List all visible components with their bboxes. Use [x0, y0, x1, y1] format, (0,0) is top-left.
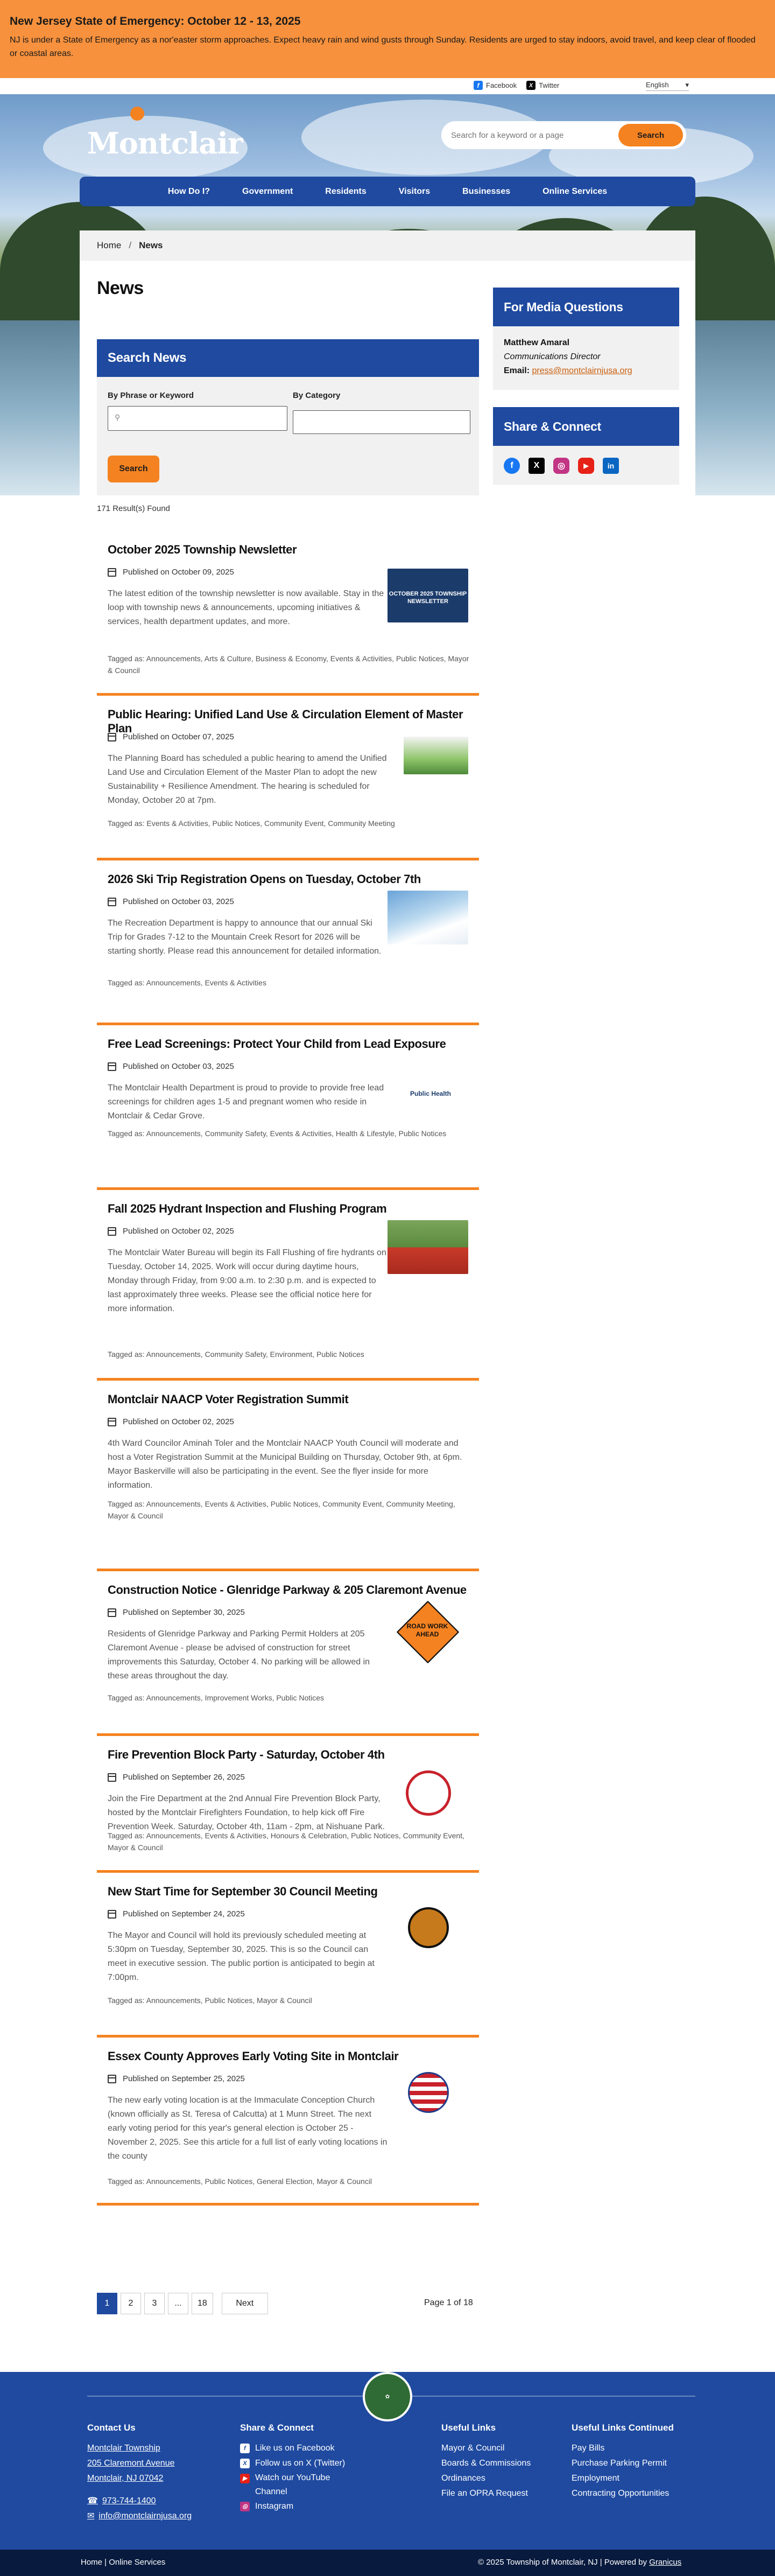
share-heading: Share & Connect — [493, 407, 679, 446]
site-search — [441, 121, 686, 149]
article-title[interactable]: Construction Notice - Glenridge Parkway & 205 Claremont Avenue — [108, 1583, 467, 1597]
facebook-icon: f — [240, 2444, 250, 2453]
bottom-bar — [0, 2550, 775, 2576]
footer-useful-links-continued: Useful Links Continued Pay Bills Purchase Parking Permit Employment Contracting Opportunities — [572, 2420, 674, 2501]
main-navigation — [80, 177, 695, 206]
article-description: The latest edition of the township newsletter is now available. Stay in the loop with township news & announcements, upcoming initiatives & services, health department updates, and more. — [108, 589, 384, 626]
calendar-icon — [108, 1062, 116, 1071]
news-article — [97, 1381, 479, 1571]
nav-businesses[interactable]: Businesses — [462, 186, 511, 196]
search-icon: ⚲ — [115, 413, 121, 422]
article-tags: Tagged as: Announcements, Arts & Culture, Business & Economy, Events & Activities, Public Notices, Mayor & Council — [108, 654, 469, 675]
footer-twitter-link[interactable]: X Follow us on X (Twitter) — [240, 2456, 364, 2471]
article-date: Published on October 03, 2025 — [123, 897, 234, 906]
nav-online-services[interactable]: Online Services — [542, 186, 608, 196]
alert-title: New Jersey State of Emergency: October 12 - 13, 2025 — [10, 15, 301, 27]
facebook-icon[interactable]: f — [504, 458, 520, 474]
article-title[interactable]: Montclair NAACP Voter Registration Summit — [108, 1392, 349, 1406]
calendar-icon — [108, 1418, 116, 1426]
x-icon[interactable]: X — [529, 458, 545, 474]
article-title[interactable]: October 2025 Township Newsletter — [108, 543, 297, 556]
search-news-panel — [97, 339, 479, 495]
breadcrumb-home[interactable]: Home — [97, 240, 122, 250]
main-content — [80, 230, 695, 2368]
share-connect-box — [493, 407, 679, 485]
breadcrumb-current: News — [139, 240, 163, 250]
road-work-sign-text: ROAD WORK AHEAD — [406, 1622, 448, 1638]
article-description: The Mayor and Council will hold its previously scheduled meeting at 5:30pm on Tuesday, September 30, 2025. This is so the Council can meet in executive session. The public portion is anticipated to begin at 7:00pm. — [108, 1931, 375, 1982]
media-contact-name: Matthew Amaral — [504, 338, 570, 347]
footer-link[interactable]: Purchase Parking Permit — [572, 2459, 667, 2468]
alert-text: NJ is under a State of Emergency as a nor'easter storm approaches. Expect heavy rain and wind gusts through Sunday. Residents are urged to stay indoors, avoid travel, and keep clear of flooded or coastal areas. — [10, 36, 756, 58]
copyright: © 2025 Township of Montclair, NJ | Powered by Granicus — [478, 2558, 682, 2567]
township-seal-icon[interactable] — [408, 1907, 449, 1948]
article-tags: Tagged as: Announcements, Events & Activities, Public Notices, Community Event, Community Meeting, Mayor & Council — [108, 1500, 455, 1520]
footer-youtube-link[interactable]: ▶ Watch our YouTube Channel — [240, 2471, 364, 2499]
nav-how-do-i[interactable]: How Do I? — [167, 186, 210, 196]
page-18[interactable]: 18 — [192, 2293, 213, 2314]
article-description: Join the Fire Department at the 2nd Annual Fire Prevention Block Party, hosted by the Montclair Firefighters Foundation, to help kick off Fire Prevention Week. Saturday, October 4th, 11am - 2pm, at Nishuane Park. — [108, 1794, 385, 1831]
youtube-icon[interactable]: ▶ — [578, 458, 594, 474]
fire-department-badge-icon[interactable] — [406, 1770, 451, 1816]
article-date: Published on September 24, 2025 — [123, 1909, 245, 1919]
article-title[interactable]: Fire Prevention Block Party - Saturday, October 4th — [108, 1748, 385, 1761]
language-select[interactable]: English ▾ — [646, 81, 689, 91]
footer-address-link[interactable]: Montclair Township — [87, 2444, 160, 2453]
utility-bar — [0, 78, 775, 94]
instagram-icon: ◎ — [240, 2502, 250, 2511]
search-news-heading: Search News — [97, 339, 479, 377]
article-title[interactable]: Public Hearing: Unified Land Use & Circulation Element of Master Plan — [108, 708, 463, 735]
x-icon: X — [240, 2459, 250, 2468]
calendar-icon — [108, 898, 116, 906]
article-title[interactable]: 2026 Ski Trip Registration Opens on Tuesday, October 7th — [108, 872, 421, 886]
calendar-icon — [108, 1773, 116, 1782]
media-questions-box: For Media Questions Matthew Amaral Communications Director Email: press@montclairnjusa.org — [493, 288, 679, 390]
article-date: Published on October 09, 2025 — [123, 568, 234, 577]
phrase-label: By Phrase or Keyword — [108, 391, 194, 400]
article-title[interactable]: New Start Time for September 30 Council Meeting — [108, 1885, 378, 1898]
footer-contact: Contact Us Montclair Township 205 Claremont Avenue Montclair, NJ 07042 ☎ 973-744-1400 ✉ info@montclairnjusa.org — [87, 2420, 192, 2524]
township-seal-icon: ✿ — [363, 2372, 412, 2421]
media-contact-title: Communications Director — [504, 352, 601, 361]
article-description: The Montclair Health Department is proud to provide to provide free lead screenings for children ages 1-5 and pregnant women who reside in Montclair & Cedar Grove. — [108, 1083, 384, 1121]
nav-government[interactable]: Government — [242, 186, 293, 196]
category-select[interactable] — [293, 410, 470, 434]
article-thumbnail[interactable] — [388, 891, 468, 944]
article-title[interactable]: Essex County Approves Early Voting Site in Montclair — [108, 2049, 399, 2063]
page-1[interactable]: 1 — [97, 2293, 117, 2314]
montclair-logo[interactable]: Montclair — [87, 107, 168, 160]
news-article — [97, 2038, 479, 2206]
news-article — [97, 1190, 479, 1381]
vote-badge-icon[interactable] — [408, 2072, 449, 2113]
article-date: Published on September 30, 2025 — [123, 1608, 245, 1617]
news-article — [97, 1873, 479, 2038]
footer-share: Share & Connect f Like us on Facebook X Follow us on X (Twitter) ▶ Watch our YouTube Channel ◎ Instagram — [240, 2420, 364, 2514]
news-article — [97, 1571, 479, 1736]
footer-address-line2[interactable]: Montclair, NJ 07042 — [87, 2474, 164, 2483]
page-ellipsis: ... — [168, 2293, 188, 2314]
footer-link[interactable]: Mayor & Council — [441, 2444, 505, 2453]
article-tags: Tagged as: Events & Activities, Public Notices, Community Event, Community Meeting — [108, 819, 395, 828]
article-date: Published on September 26, 2025 — [123, 1773, 245, 1782]
article-title[interactable]: Fall 2025 Hydrant Inspection and Flushing Program — [108, 1202, 387, 1215]
keyword-input[interactable] — [108, 406, 287, 431]
emergency-alert-banner — [0, 0, 775, 78]
pagination — [97, 2293, 268, 2314]
article-thumbnail[interactable] — [404, 737, 468, 774]
bottom-links[interactable]: Home | Online Services — [81, 2558, 166, 2567]
instagram-icon[interactable]: ◎ — [553, 458, 569, 474]
footer-link[interactable]: File an OPRA Request — [441, 2489, 528, 2498]
footer-email-link[interactable]: ✉ info@montclairnjusa.org — [87, 2511, 192, 2521]
article-description: The Planning Board has scheduled a public hearing to amend the Unified Land Use and Circulation Element of the Master Plan to adopt the new Sustainability + Resilience Amendment. The hearing is scheduled for Monday, October 20 at 7pm. — [108, 754, 387, 805]
article-date: Published on October 07, 2025 — [123, 732, 234, 741]
page-2[interactable]: 2 — [121, 2293, 141, 2314]
article-description: 4th Ward Councilor Aminah Toler and the Montclair NAACP Youth Council will moderate and host a Voter Registration Summit at the Municipal Building on Thursday, October 9th, at 6pm. Mayor Baskerville will also be participating in the event. See the flyer inside for more information. — [108, 1439, 462, 1490]
youtube-icon: ▶ — [240, 2474, 250, 2483]
footer-link[interactable]: Employment — [572, 2474, 619, 2483]
footer-phone-link[interactable]: ☎ 973-744-1400 — [87, 2496, 156, 2505]
nav-residents[interactable]: Residents — [325, 186, 367, 196]
site-search-button[interactable]: Search — [618, 124, 683, 146]
news-article — [97, 531, 479, 696]
footer-facebook-link[interactable]: f Like us on Facebook — [240, 2441, 364, 2456]
chevron-down-icon: ▾ — [685, 81, 689, 89]
article-tags: Tagged as: Announcements, Improvement Works, Public Notices — [108, 1693, 325, 1702]
article-thumbnail[interactable]: Public Health — [393, 1056, 468, 1110]
article-title[interactable]: Free Lead Screenings: Protect Your Child from Lead Exposure — [108, 1037, 446, 1051]
article-date: Published on September 25, 2025 — [123, 2074, 245, 2083]
article-date: Published on October 02, 2025 — [123, 1417, 234, 1426]
article-tags: Tagged as: Announcements, Public Notices, General Election, Mayor & Council — [108, 2177, 372, 2186]
article-tags: Tagged as: Announcements, Events & Activities — [108, 978, 266, 987]
article-description: The new early voting location is at the Immaculate Conception Church (known officially as St. Teresa of Calcutta) at 1 Munn Street. The next early voting period for this year's general election is October 25 - November 2, 2025. See this article for a full list of early voting locations in the county — [108, 2096, 388, 2161]
category-label: By Category — [293, 391, 341, 400]
article-thumbnail[interactable]: OCTOBER 2025 TOWNSHIP NEWSLETTER — [388, 569, 468, 622]
facebook-link[interactable]: f Facebook — [474, 81, 517, 90]
breadcrumb: Home / News — [80, 230, 695, 261]
news-article — [97, 860, 479, 1025]
article-date: Published on October 03, 2025 — [123, 1062, 234, 1071]
footer-address-line1[interactable]: 205 Claremont Avenue — [87, 2459, 175, 2468]
article-tags: Tagged as: Announcements, Events & Activities, Honours & Celebration, Public Notices, Community Event, Mayor & Council — [108, 1831, 464, 1852]
footer-link[interactable]: Ordinances — [441, 2474, 485, 2483]
x-icon: X — [526, 81, 536, 90]
page-title: News — [97, 278, 144, 298]
article-description: The Recreation Department is happy to announce that our annual Ski Trip for Grades 7-12 to the Mountain Creek Resort for 2026 will be starting shortly. Please read this announcement for detailed information. — [108, 919, 382, 956]
article-description: The Montclair Water Bureau will begin its Fall Flushing of fire hydrants on Tuesday, October 14, 2025. Work will occur during daytime hours, Monday through Friday, from 9:00 a.m. to 2:30 p.m. and is expected to last approximately three weeks. Please see the official notice here for more information. — [108, 1248, 386, 1313]
news-article — [97, 696, 479, 860]
article-tags: Tagged as: Announcements, Public Notices, Mayor & Council — [108, 1996, 312, 2005]
calendar-icon — [108, 2075, 116, 2083]
news-article — [97, 1025, 479, 1190]
linkedin-icon[interactable]: in — [603, 458, 619, 474]
article-tags: Tagged as: Announcements, Community Safety, Events & Activities, Health & Lifestyle, Public Notices — [108, 1129, 447, 1138]
sun-icon — [130, 107, 144, 121]
media-email-link[interactable]: press@montclairnjusa.org — [532, 366, 632, 375]
next-page-button[interactable]: Next — [222, 2293, 268, 2314]
footer-link[interactable]: Contracting Opportunities — [572, 2489, 670, 2498]
article-date: Published on October 02, 2025 — [123, 1227, 234, 1236]
twitter-link[interactable]: X Twitter — [526, 81, 559, 90]
calendar-icon — [108, 568, 116, 577]
nav-visitors[interactable]: Visitors — [398, 186, 431, 196]
footer-instagram-link[interactable]: ◎ Instagram — [240, 2499, 364, 2514]
calendar-icon — [108, 1910, 116, 1919]
phone-icon: ☎ — [87, 2496, 98, 2505]
footer-link[interactable]: Pay Bills — [572, 2444, 605, 2453]
article-tags: Tagged as: Announcements, Community Safety, Environment, Public Notices — [108, 1350, 364, 1359]
mail-icon: ✉ — [87, 2511, 95, 2521]
results-count: 171 Result(s) Found — [97, 504, 170, 513]
calendar-icon — [108, 1608, 116, 1617]
media-heading: For Media Questions — [493, 288, 679, 326]
article-thumbnail[interactable] — [388, 1220, 468, 1274]
site-footer — [0, 2372, 775, 2550]
search-news-button[interactable]: Search — [108, 456, 159, 482]
calendar-icon — [108, 1227, 116, 1236]
article-description: Residents of Glenridge Parkway and Parking Permit Holders at 205 Claremont Avenue - please be advised of construction for street improvements this Saturday, October 4. No parking will be allowed in these areas throughout the day. — [108, 1629, 370, 1681]
facebook-icon: f — [474, 81, 483, 90]
page-info: Page 1 of 18 — [424, 2298, 473, 2307]
footer-link[interactable]: Boards & Commissions — [441, 2459, 531, 2468]
calendar-icon — [108, 733, 116, 741]
site-search-input[interactable] — [451, 131, 618, 140]
news-article — [97, 1736, 479, 1873]
granicus-link[interactable]: Granicus — [649, 2558, 682, 2567]
page-3[interactable]: 3 — [144, 2293, 165, 2314]
footer-useful-links: Useful Links Mayor & Council Boards & Commissions Ordinances File an OPRA Request — [441, 2420, 531, 2501]
